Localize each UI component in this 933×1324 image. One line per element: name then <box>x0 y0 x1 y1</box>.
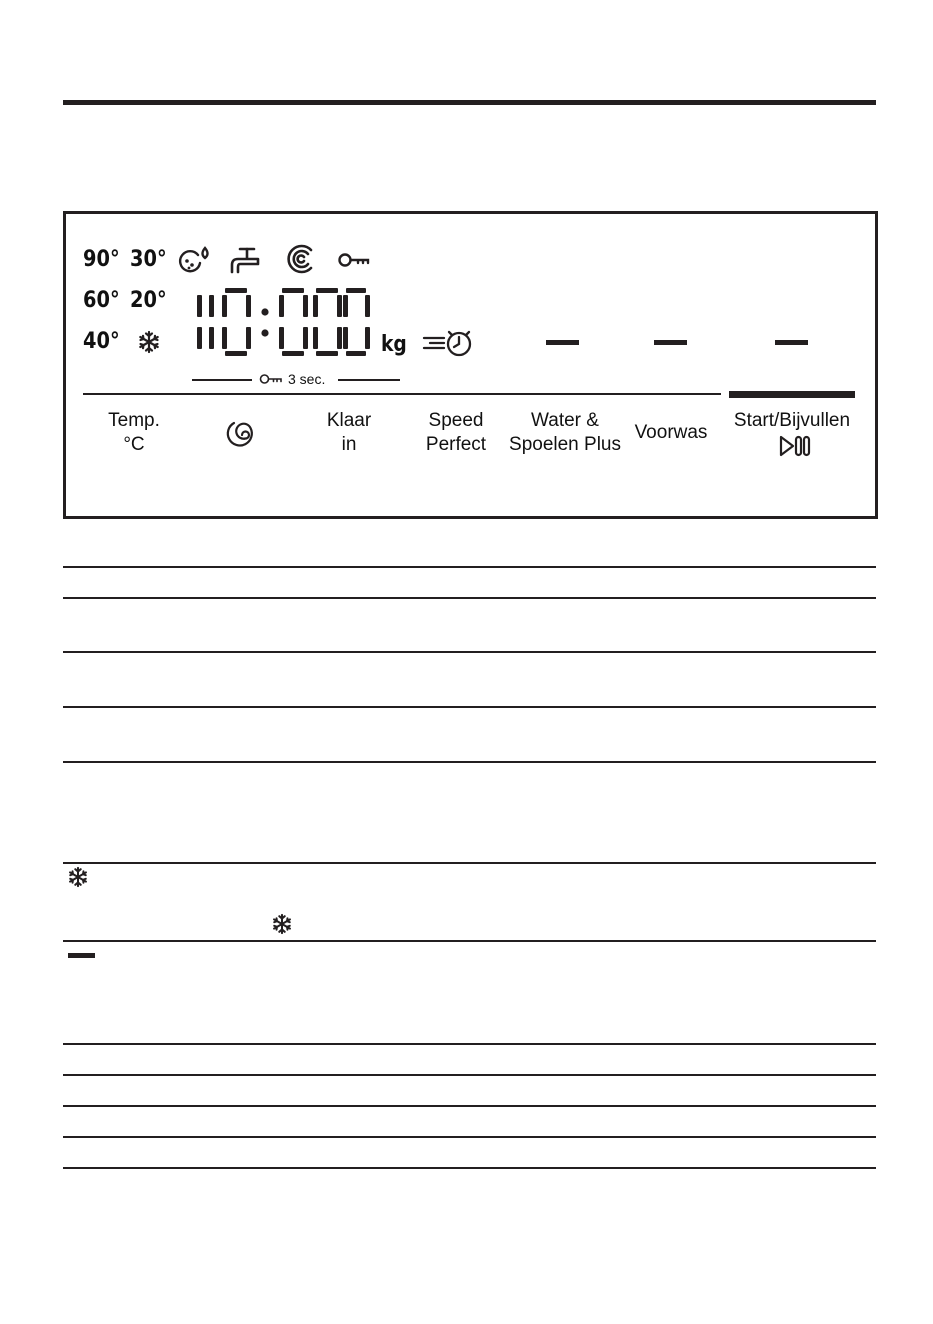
table-rule <box>63 1043 876 1045</box>
table-rule <box>63 706 876 708</box>
table-rule <box>63 1105 876 1107</box>
hint-line-left <box>192 379 252 381</box>
table-rule <box>63 597 876 599</box>
table-rule <box>63 1167 876 1169</box>
lock-hint-text: 3 sec. <box>288 371 326 387</box>
snowflake-icon <box>67 866 89 888</box>
button-start-refill[interactable] <box>724 409 860 433</box>
button-prewash[interactable] <box>626 421 716 445</box>
table-rule <box>63 1136 876 1138</box>
segment-digits <box>197 288 370 356</box>
led-start-indicator <box>775 340 808 345</box>
start-label: Start/Bijvullen <box>733 410 851 431</box>
table-rule <box>63 940 876 942</box>
water-label-line1: Water & <box>531 410 599 431</box>
ready-label-line1: Klaar <box>326 410 372 431</box>
lock-hint <box>192 370 400 390</box>
water-label-line2: Spoelen Plus <box>509 434 621 455</box>
water-tap-icon <box>228 245 262 275</box>
temp-20: 20° <box>130 288 167 313</box>
snowflake-icon <box>271 913 293 935</box>
temp-40: 40° <box>83 329 120 354</box>
drum-icon <box>283 243 317 275</box>
start-highlight-bar <box>729 391 855 398</box>
ready-label-line2: in <box>341 434 357 455</box>
led-prewash-indicator <box>654 340 687 345</box>
speed-timer-icon <box>422 328 476 358</box>
panel-divider <box>83 393 721 395</box>
speed-label-line1: Speed <box>428 410 484 431</box>
table-rule <box>63 566 876 568</box>
play-pause-icon[interactable] <box>778 434 812 458</box>
temp-label-line1: Temp. <box>108 410 160 431</box>
temp-30: 30° <box>130 247 167 272</box>
button-ready-in[interactable] <box>299 409 399 457</box>
button-water-rinse-plus[interactable] <box>505 409 625 457</box>
temp-90: 90° <box>83 247 120 272</box>
hint-line-right <box>338 379 400 381</box>
top-rule <box>63 100 876 105</box>
temp-label-line2: °C <box>123 434 145 455</box>
temp-60: 60° <box>83 288 120 313</box>
led-dash-icon <box>68 953 95 958</box>
key-icon <box>259 373 283 385</box>
key-icon <box>337 252 371 268</box>
snowflake-icon <box>137 330 161 354</box>
spin-speed-icon[interactable] <box>224 418 260 452</box>
table-rule <box>63 862 876 864</box>
led-water-indicator <box>546 340 579 345</box>
segment-display <box>195 287 371 357</box>
button-temp[interactable] <box>84 409 184 457</box>
stain-icon <box>178 245 212 275</box>
table-rule <box>63 761 876 763</box>
button-speed-perfect[interactable] <box>406 409 506 457</box>
table-rule <box>63 1074 876 1076</box>
prewash-label: Voorwas <box>634 422 708 443</box>
table-rule <box>63 651 876 653</box>
unit-kg: kg <box>381 332 407 357</box>
speed-label-line2: Perfect <box>425 434 487 455</box>
